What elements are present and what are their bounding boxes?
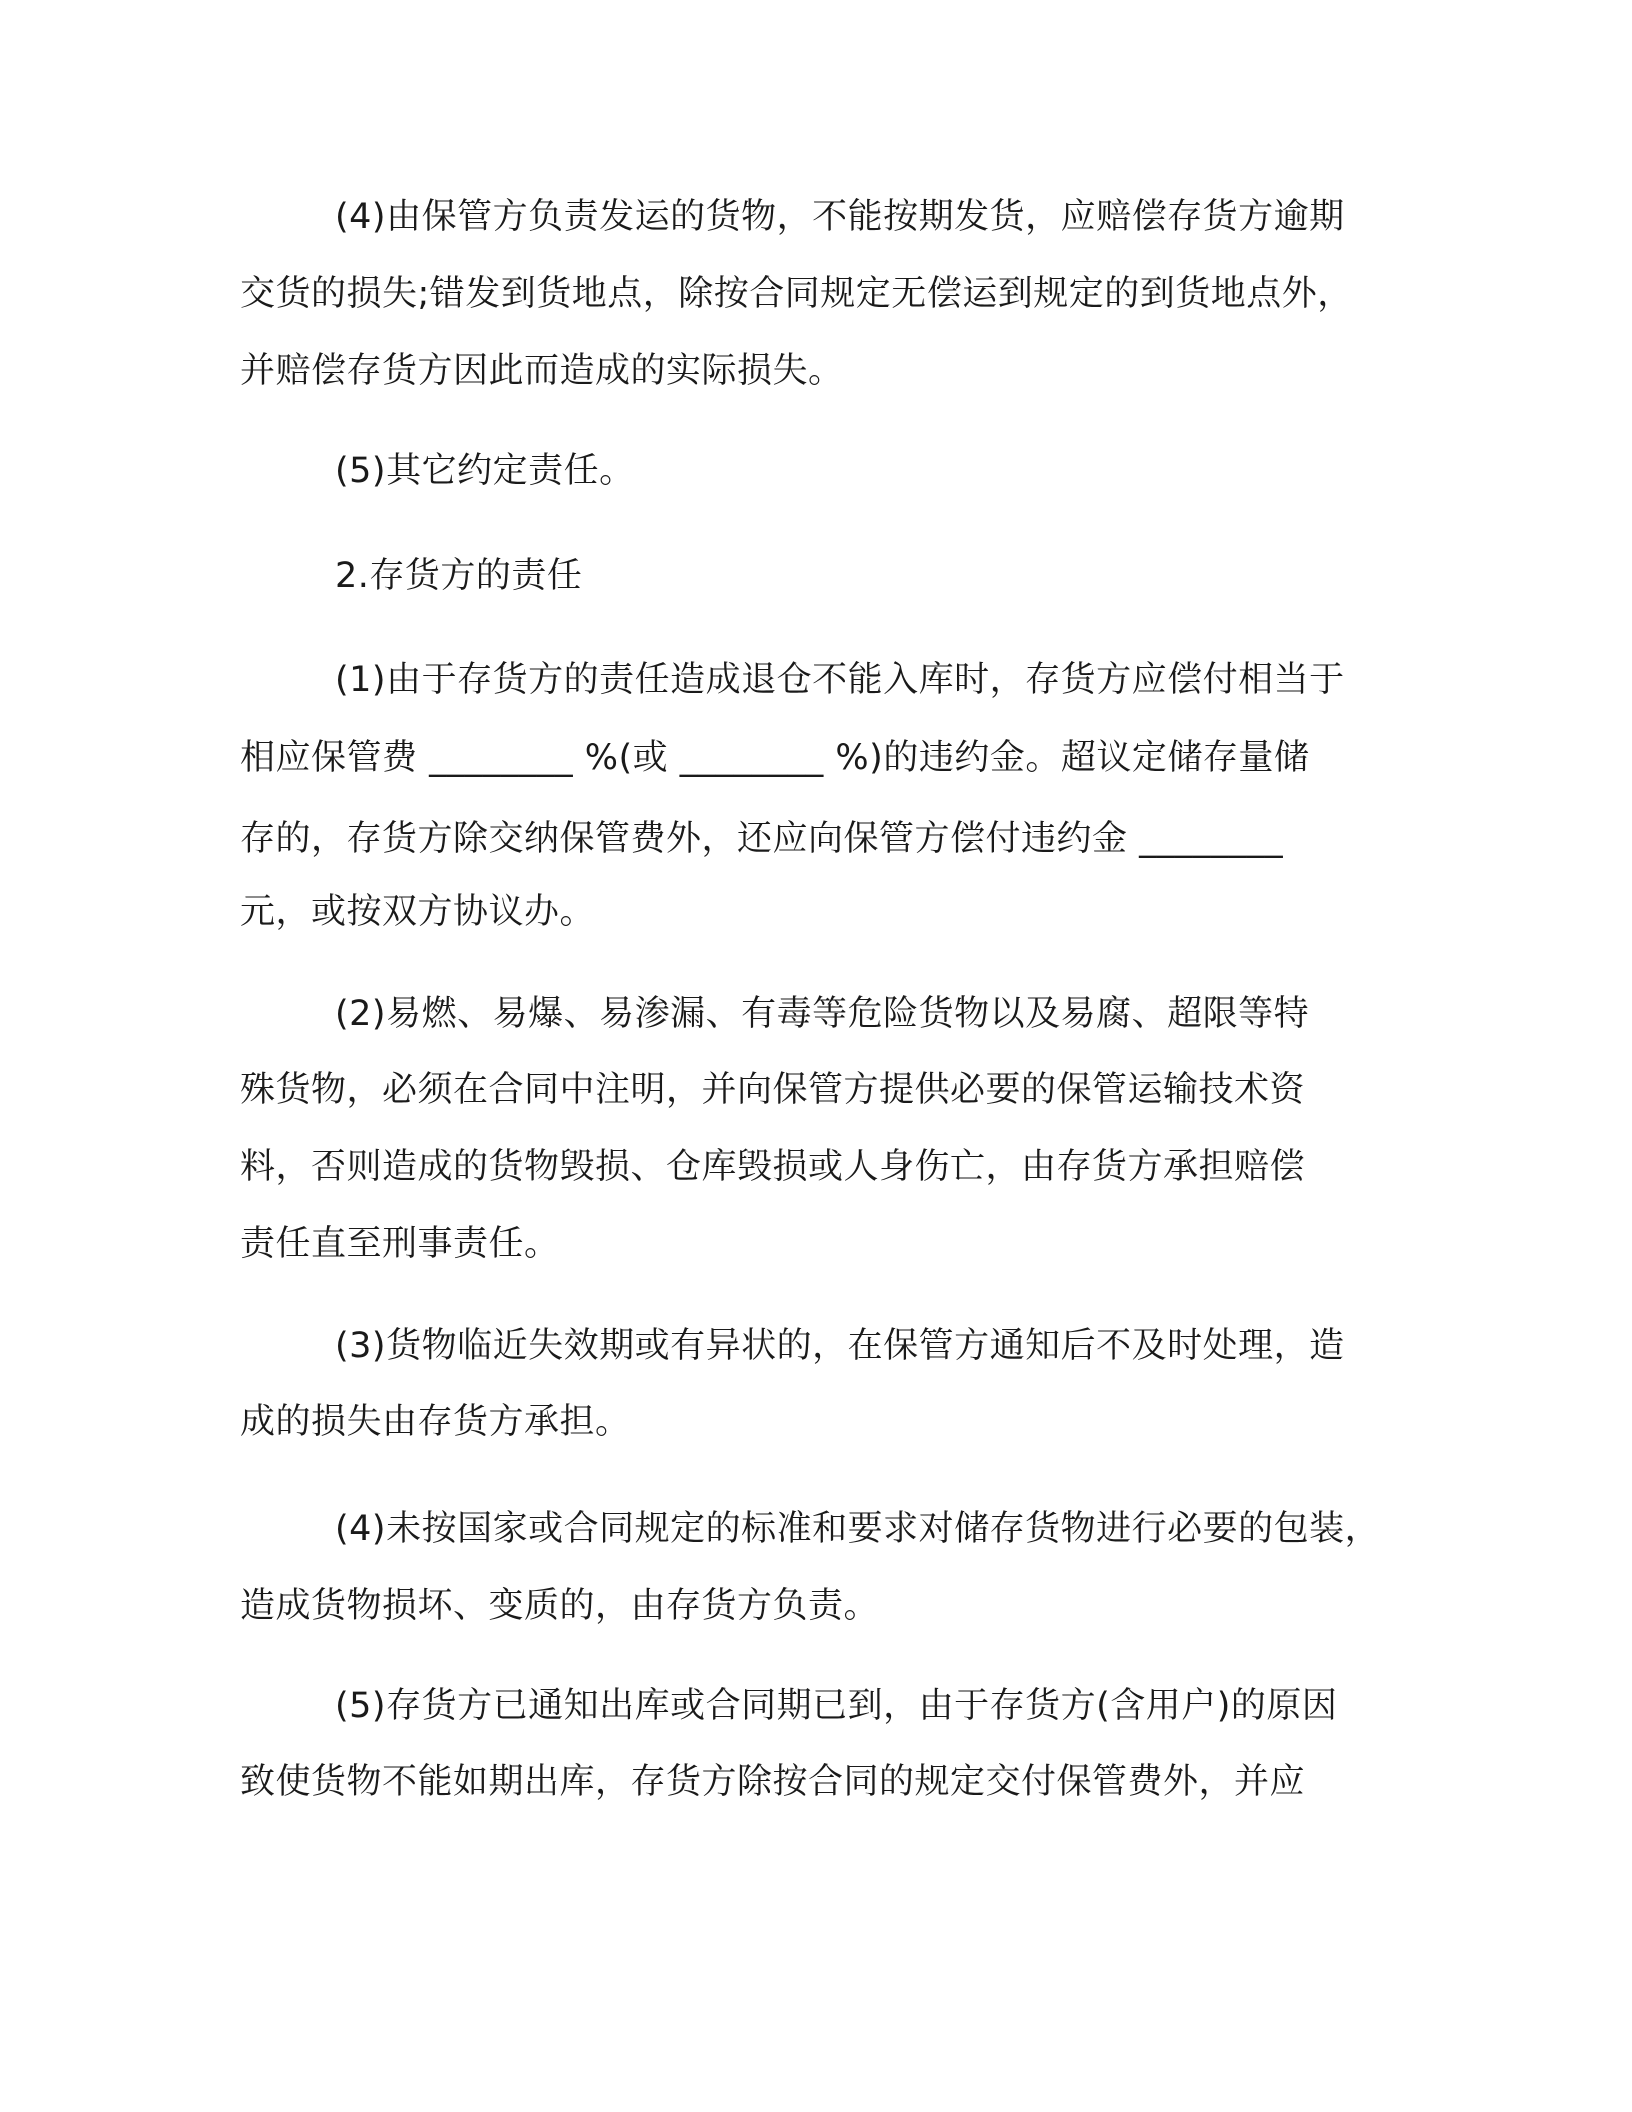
paragraph-line: 存的，存货方除交纳保管费外，还应向保管方偿付违约金 ________: [240, 819, 1284, 859]
paragraph-line: (4)由保管方负责发运的货物，不能按期发货，应赔偿存货方逾期: [335, 197, 1345, 237]
paragraph-line: 成的损失由存货方承担。: [240, 1402, 631, 1442]
paragraph-line: (1)由于存货方的责任造成退仓不能入库时，存货方应偿付相当于: [335, 660, 1345, 700]
paragraph-line: 造成货物损坏、变质的，由存货方负责。: [240, 1586, 880, 1626]
paragraph-line: 料，否则造成的货物毁损、仓库毁损或人身伤亡，由存货方承担赔偿: [240, 1147, 1306, 1187]
section-heading: 2.存货方的责任: [335, 556, 583, 596]
paragraph-line: 相应保管费 ________ %(或 ________ %)的违约金。超议定储存量储: [240, 738, 1310, 778]
paragraph-line: (2)易燃、易爆、易渗漏、有毒等危险货物以及易腐、超限等特: [335, 994, 1310, 1034]
paragraph-line: 致使货物不能如期出库，存货方除按合同的规定交付保管费外，并应: [240, 1762, 1306, 1802]
paragraph-line: 责任直至刑事责任。: [240, 1224, 560, 1264]
paragraph-line: 殊货物，必须在合同中注明，并向保管方提供必要的保管运输技术资: [240, 1070, 1306, 1110]
paragraph-line: 元，或按双方协议办。: [240, 892, 596, 932]
paragraph-line: (3)货物临近失效期或有异状的，在保管方通知后不及时处理，造: [335, 1326, 1345, 1366]
paragraph-line: (5)存货方已通知出库或合同期已到，由于存货方(含用户)的原因: [335, 1686, 1338, 1726]
paragraph-line: (4)未按国家或合同规定的标准和要求对储存货物进行必要的包装，: [335, 1509, 1381, 1549]
paragraph-line: 交货的损失;错发到货地点，除按合同规定无偿运到规定的到货地点外，: [240, 274, 1353, 314]
paragraph-line: 并赔偿存货方因此而造成的实际损失。: [240, 351, 844, 391]
paragraph-line: (5)其它约定责任。: [335, 451, 635, 491]
